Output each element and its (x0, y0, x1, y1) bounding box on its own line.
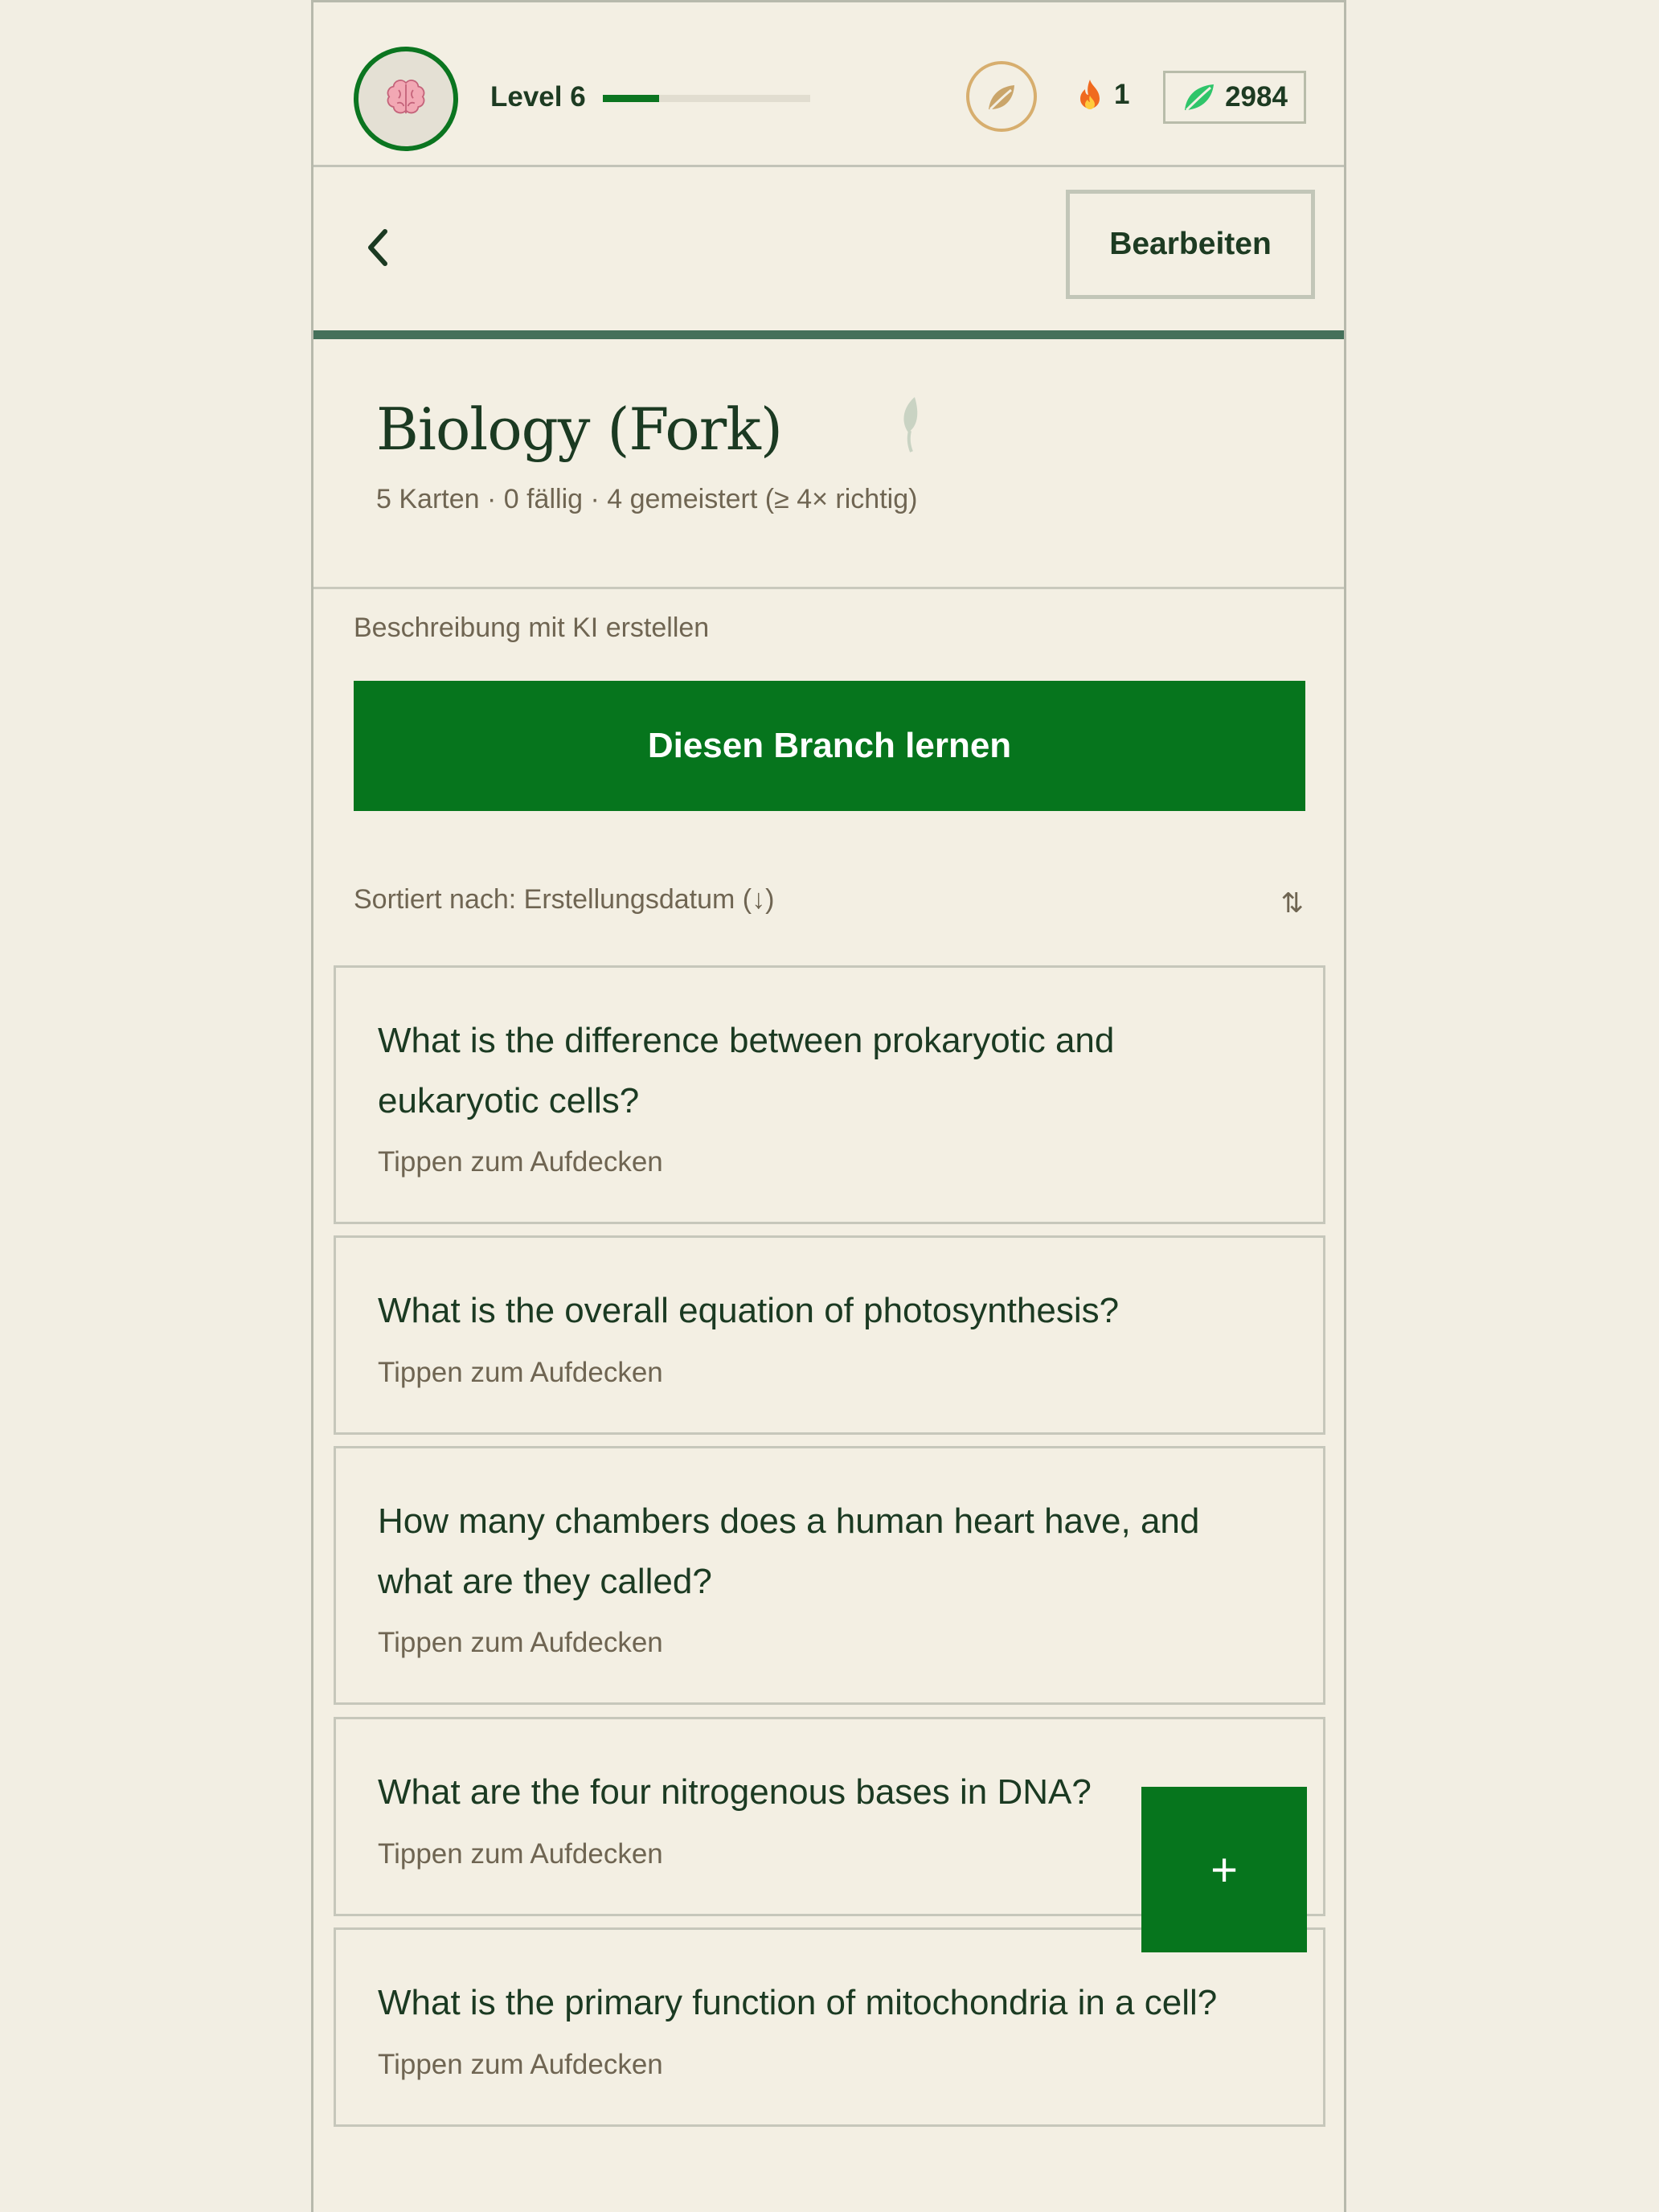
flashcard[interactable] (334, 965, 1325, 1224)
card-question: What is the difference between prokaryotic and eukaryotic cells? (378, 1021, 1115, 1120)
sort-label: Sortiert nach: Erstellungsdatum (↓) (354, 884, 775, 915)
flashcard[interactable] (334, 1235, 1325, 1435)
streak-count: 1 (1114, 79, 1130, 110)
card-question: How many chambers does a human heart have, and what are they called? (378, 1501, 1200, 1601)
sprout-icon (899, 394, 926, 455)
top-bar (313, 0, 1344, 167)
leaf-coin-icon (982, 77, 1021, 116)
card-hint: Tippen zum Aufdecken (378, 2049, 663, 2080)
brain-icon (383, 76, 429, 122)
edit-button[interactable]: Bearbeiten (1066, 190, 1315, 299)
add-card-button[interactable]: + (1141, 1787, 1307, 1952)
nav-bar (313, 167, 1344, 339)
sort-toggle-icon[interactable]: ⇅ (1280, 888, 1304, 919)
app-frame (311, 0, 1346, 2212)
learn-branch-button[interactable]: Diesen Branch lernen (354, 681, 1305, 811)
chevron-left-icon (364, 227, 391, 268)
card-hint: Tippen zum Aufdecken (378, 1838, 663, 1870)
leaf-coin-button[interactable] (966, 61, 1037, 132)
leaf-icon (1182, 81, 1217, 113)
leaf-balance[interactable] (1163, 71, 1306, 124)
streak-counter[interactable] (1075, 78, 1129, 112)
card-hint: Tippen zum Aufdecken (378, 1627, 663, 1658)
deck-title: Biology (Fork) (376, 395, 782, 463)
level-progress-fill (603, 95, 659, 102)
level-label: Level 6 (490, 81, 586, 113)
leaf-count: 2984 (1225, 81, 1288, 113)
sort-row (354, 884, 1304, 924)
card-hint: Tippen zum Aufdecken (378, 1146, 663, 1178)
card-question: What is the primary function of mitochondria in a cell? (378, 1983, 1218, 2022)
flashcard[interactable] (334, 1927, 1325, 2127)
card-question: What are the four nitrogenous bases in DNA? (378, 1772, 1092, 1812)
deck-header (313, 339, 1344, 589)
level-progress-bar (603, 95, 810, 102)
flashcard[interactable] (334, 1446, 1325, 1705)
back-button[interactable] (358, 223, 398, 272)
flame-icon (1075, 78, 1104, 112)
deck-stats: 5 Karten · 0 fällig · 4 gemeistert (≥ 4× richtig) (376, 484, 918, 514)
card-hint: Tippen zum Aufdecken (378, 1357, 663, 1388)
card-question: What is the overall equation of photosynthesis? (378, 1291, 1120, 1330)
ai-description-link[interactable]: Beschreibung mit KI erstellen (354, 612, 710, 643)
avatar[interactable] (354, 47, 458, 151)
